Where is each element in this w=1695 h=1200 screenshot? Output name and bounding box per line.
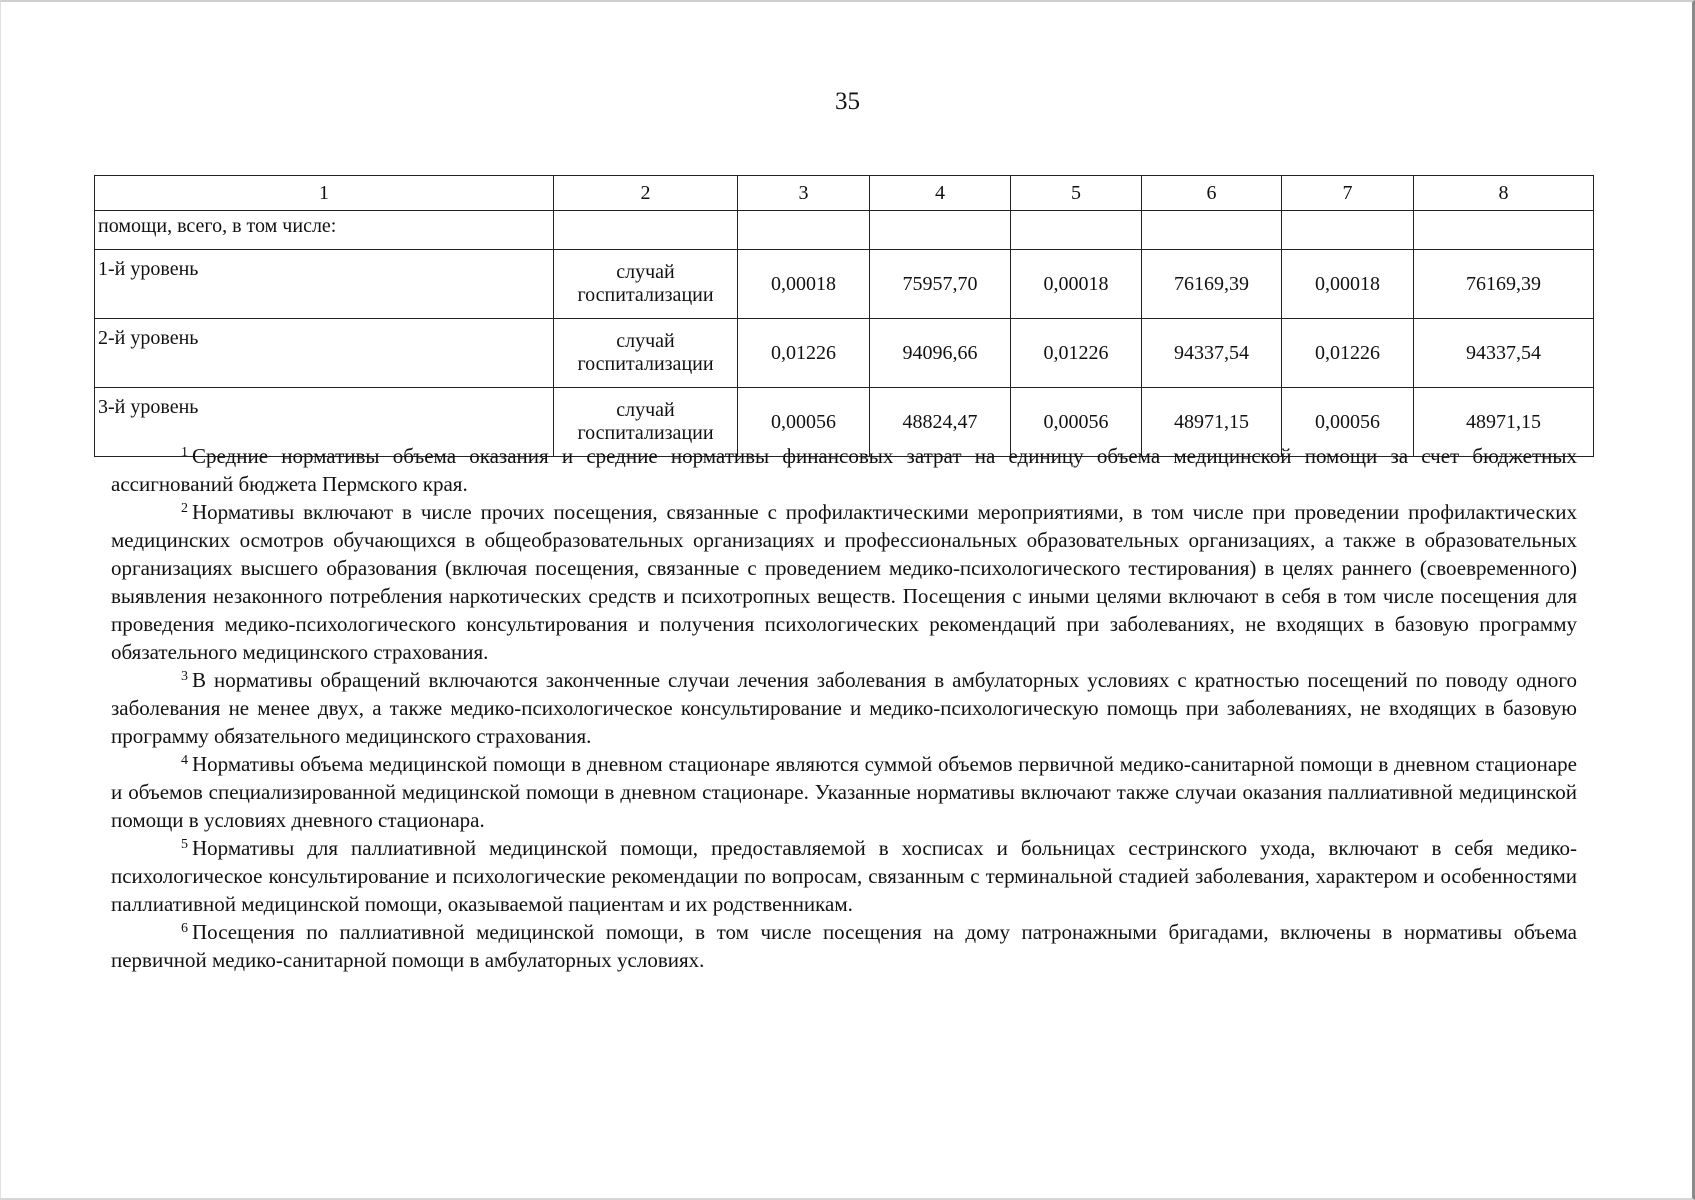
table-column-numbers-row xyxy=(95,176,1594,211)
footnote-mark: 6 xyxy=(181,921,188,936)
value-cell: 0,01226 xyxy=(1282,319,1414,388)
column-number: 6 xyxy=(1142,176,1282,211)
column-number: 2 xyxy=(554,176,738,211)
table-continuation-row xyxy=(95,211,1594,250)
footnote-text: Посещения по паллиативной медицинской помощи, в том числе посещения на дому патронажными бригадами, включены в нормативы объема первичной медико-санитарной помощи в амбулаторных условиях. xyxy=(111,920,1577,972)
footnote-mark: 2 xyxy=(181,501,188,516)
empty-cell xyxy=(1414,211,1594,250)
empty-cell xyxy=(1011,211,1142,250)
footnote-3 xyxy=(111,666,1577,750)
footnote-text: В нормативы обращений включаются законченные случаи лечения заболевания в амбулаторных условиях с кратностью посещений по поводу одного заболевания не менее двух, а также медико-психологическое консультирование и медико-психологическую помощь при заболеваниях, не входящих в базовую программу обязательного медицинского страхования. xyxy=(111,668,1577,748)
footnote-mark: 5 xyxy=(181,837,188,852)
value-cell: 94337,54 xyxy=(1414,319,1594,388)
value-cell: 0,00018 xyxy=(1282,250,1414,319)
value-cell: 0,00056 xyxy=(738,388,870,457)
value-cell: 0,00018 xyxy=(738,250,870,319)
column-number: 1 xyxy=(95,176,554,211)
footnote-5 xyxy=(111,834,1577,918)
row-unit: случай госпитализации xyxy=(554,319,738,388)
footnote-text: Средние нормативы объема оказания и средние нормативы финансовых затрат на единицу объема медицинской помощи за счет бюджетных ассигнований бюджета Пермского края. xyxy=(111,444,1577,496)
footnote-2 xyxy=(111,498,1577,666)
row-unit: случай госпитализации xyxy=(554,250,738,319)
footnote-4 xyxy=(111,750,1577,834)
value-cell: 75957,70 xyxy=(870,250,1011,319)
normatives-table xyxy=(94,175,1594,457)
value-cell: 94096,66 xyxy=(870,319,1011,388)
footnote-6 xyxy=(111,918,1577,974)
value-cell: 0,00056 xyxy=(1011,388,1142,457)
value-cell: 48971,15 xyxy=(1414,388,1594,457)
table-row xyxy=(95,319,1594,388)
empty-cell xyxy=(738,211,870,250)
footnote-text: Нормативы объема медицинской помощи в дневном стационаре являются суммой объемов первичной медико-санитарной помощи в дневном стационаре и объемов специализированной медицинской помощи в дневном стационаре. Указанные нормативы включают также случаи оказания паллиативной медицинской помощи в условиях дневного стационара. xyxy=(111,752,1577,832)
column-number: 8 xyxy=(1414,176,1594,211)
footnotes xyxy=(111,442,1577,974)
value-cell: 76169,39 xyxy=(1142,250,1282,319)
value-cell: 94337,54 xyxy=(1142,319,1282,388)
row-name: 3-й уровень xyxy=(95,388,554,457)
column-number: 3 xyxy=(738,176,870,211)
footnote-text: Нормативы для паллиативной медицинской помощи, предоставляемой в хосписах и больницах сестринского ухода, включают в себя медико-психологическое консультирование и психологические рекомендации по вопросам, связанным с терминальной стадией заболевания, характером и особенностями паллиативной медицинской помощи, оказываемой пациентам и их родственникам. xyxy=(111,836,1577,916)
value-cell: 0,00018 xyxy=(1011,250,1142,319)
footnote-1 xyxy=(111,442,1577,498)
column-number: 7 xyxy=(1282,176,1414,211)
value-cell: 76169,39 xyxy=(1414,250,1594,319)
table-row xyxy=(95,250,1594,319)
empty-cell xyxy=(1142,211,1282,250)
value-cell: 0,01226 xyxy=(738,319,870,388)
column-number: 4 xyxy=(870,176,1011,211)
column-number: 5 xyxy=(1011,176,1142,211)
empty-cell xyxy=(1282,211,1414,250)
footnote-mark: 3 xyxy=(181,669,188,684)
row-name: помощи, всего, в том числе: xyxy=(95,211,554,250)
row-name: 2-й уровень xyxy=(95,319,554,388)
footnote-mark: 4 xyxy=(181,753,188,768)
page-number: 35 xyxy=(835,88,860,115)
empty-cell xyxy=(554,211,738,250)
footnote-mark: 1 xyxy=(181,445,188,460)
footnote-text: Нормативы включают в числе прочих посещения, связанные с профилактическими мероприятиями, в том числе при проведении профилактических медицинских осмотров обучающихся в общеобразовательных организациях и профессиональных образовательных организациях, а также в образовательных организациях высшего образования (включая посещения, связанные с проведением медико-психологического тестирования) в целях раннего (своевременного) выявления незаконного потребления наркотических средств и психотропных веществ. Посещения с иными целями включают в себя в том числе посещения для проведения медико-психологического консультирования и получения психологических рекомендаций при заболеваниях, не входящих в базовую программу обязательного медицинского страхования. xyxy=(111,500,1577,664)
value-cell: 0,01226 xyxy=(1011,319,1142,388)
value-cell: 48971,15 xyxy=(1142,388,1282,457)
empty-cell xyxy=(870,211,1011,250)
value-cell: 48824,47 xyxy=(870,388,1011,457)
row-unit: случай госпитализации xyxy=(554,388,738,457)
row-name: 1-й уровень xyxy=(95,250,554,319)
value-cell: 0,00056 xyxy=(1282,388,1414,457)
